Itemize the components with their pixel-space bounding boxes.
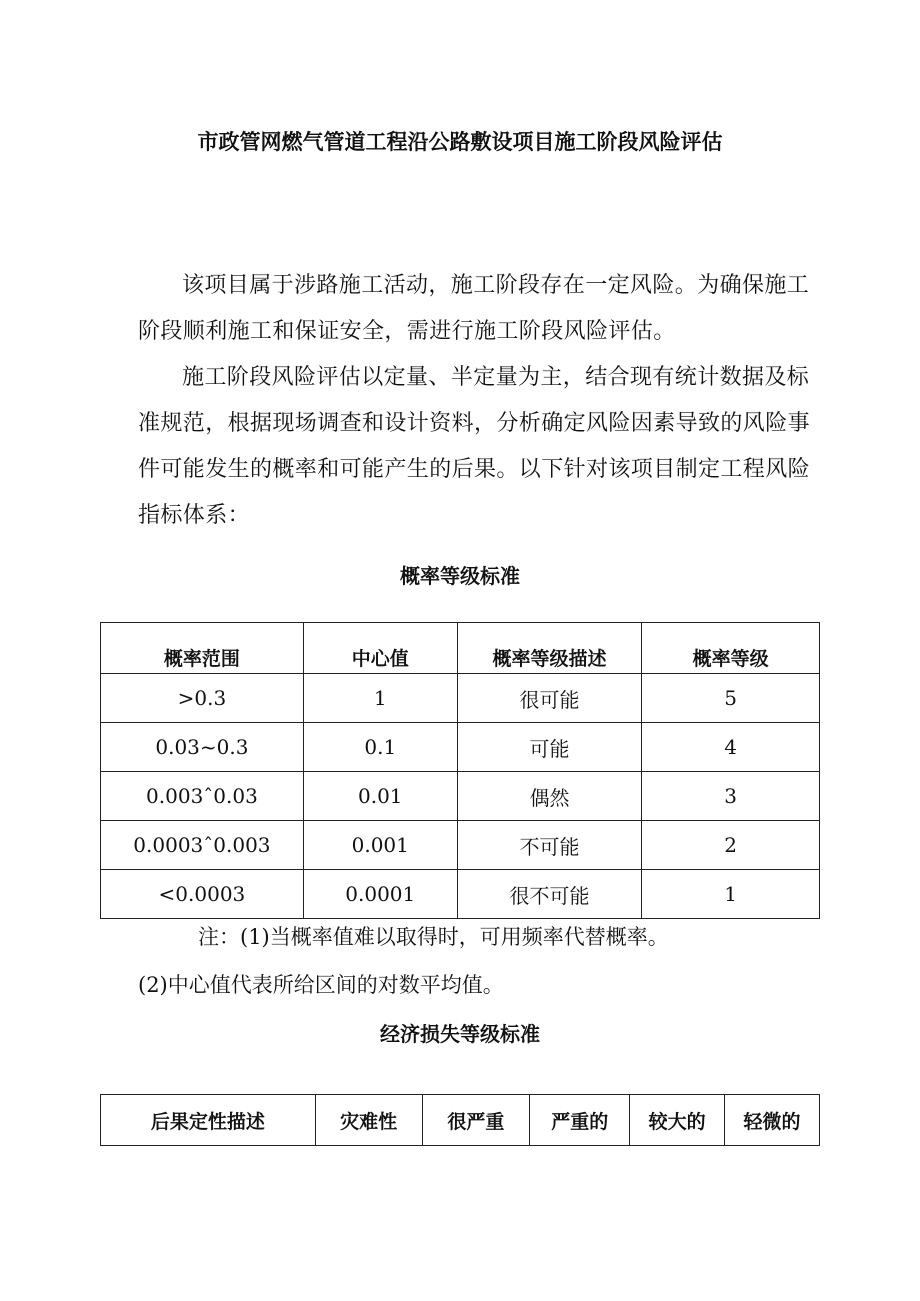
level-description-cell: 可能 [457,723,642,772]
center-value-cell: 0.01 [303,772,457,821]
probability-table [100,622,820,919]
prob-level-cell: 5 [642,674,820,723]
header-consequence: 后果定性描述 [101,1095,316,1146]
prob-level-cell: 1 [642,870,820,919]
header-center-value: 中心值 [303,623,457,674]
table-row [101,821,820,870]
center-value-cell: 0.1 [303,723,457,772]
table-header-row [101,1095,820,1146]
center-value-cell: 0.001 [303,821,457,870]
prob-range-cell: 0.0003ˆ0.003 [101,821,304,870]
header-serious: 严重的 [530,1095,630,1146]
header-catastrophic: 灾难性 [315,1095,422,1146]
level-description-cell: 很不可能 [457,870,642,919]
level-description-cell: 偶然 [457,772,642,821]
probability-table-caption: 概率等级标准 [400,564,520,588]
level-description-cell: 很可能 [457,674,642,723]
table-row [101,723,820,772]
prob-range-cell: 0.03~0.3 [101,723,304,772]
header-prob-range: 概率范围 [101,623,304,674]
table-row [101,870,820,919]
table-note-2: (2)中心值代表所给区间的对数平均值。 [138,973,504,997]
header-minor: 轻微的 [725,1095,820,1146]
loss-table [100,1094,820,1146]
table-note-1: 注：(1)当概率值难以取得时，可用频率代替概率。 [198,925,669,949]
prob-level-cell: 2 [642,821,820,870]
header-considerable: 较大的 [630,1095,725,1146]
table-row [101,674,820,723]
intro-paragraph: 该项目属于涉路施工活动，施工阶段存在一定风险。为确保施工阶段顺利施工和保证安全，需进行施工阶段风险评估。 [138,273,810,344]
method-paragraph: 施工阶段风险评估以定量、半定量为主，结合现有统计数据及标准规范，根据现场调查和设计资料，分析确定风险因素导致的风险事件可能发生的概率和可能产生的后果。以下针对该项目制定工程风险指标体系： [138,365,811,528]
prob-level-cell: 3 [642,772,820,821]
center-value-cell: 0.0001 [303,870,457,919]
header-very-serious: 很严重 [422,1095,530,1146]
table-row [101,772,820,821]
loss-table-caption: 经济损失等级标准 [380,1022,540,1046]
header-level-description: 概率等级描述 [457,623,642,674]
center-value-cell: 1 [303,674,457,723]
header-prob-level: 概率等级 [642,623,820,674]
prob-range-cell: <0.0003 [101,870,304,919]
level-description-cell: 不可能 [457,821,642,870]
document-title: 市政管网燃气管道工程沿公路敷设项目施工阶段风险评估 [197,130,723,154]
prob-level-cell: 4 [642,723,820,772]
table-header-row [101,623,820,674]
prob-range-cell: 0.003ˆ0.03 [101,772,304,821]
prob-range-cell: >0.3 [101,674,304,723]
